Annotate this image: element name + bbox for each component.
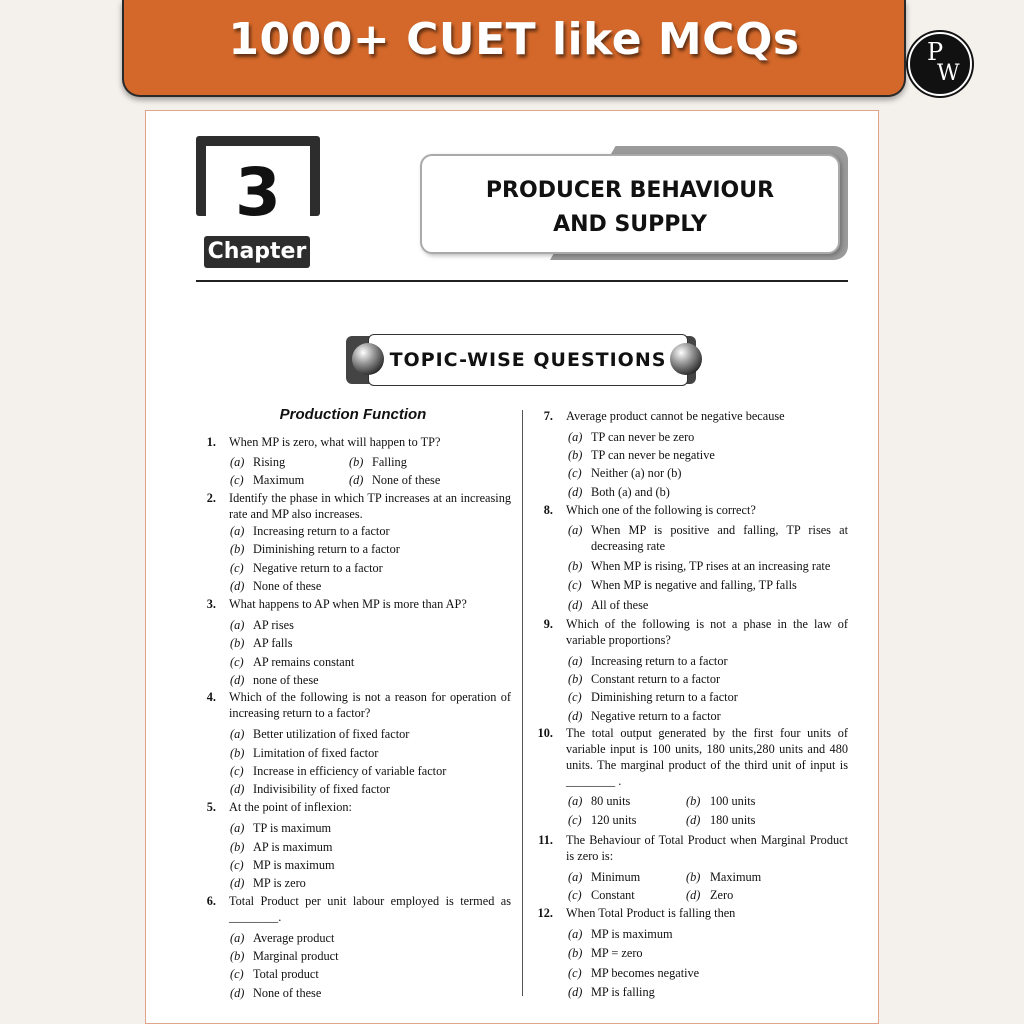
option-label: (a) <box>568 870 583 884</box>
question-number: 1. <box>206 435 216 449</box>
question-text: The Behaviour of Total Product when Marginal Product is zero is: <box>566 833 848 863</box>
question-text: The total output generated by the first four units of variable input is 100 units, 180 units,280 units and 480 units. The marginal product of the third unit of input is ________ . <box>566 726 848 788</box>
option-text: Limitation of fixed factor <box>253 746 379 760</box>
question-text: At the point of inflexion: <box>229 800 352 814</box>
right-ball-icon <box>670 343 702 375</box>
option-text: Maximum <box>253 473 305 487</box>
option-text: AP remains constant <box>253 655 355 669</box>
option-label: (d) <box>230 986 245 1000</box>
question-text: When MP is zero, what will happen to TP? <box>229 435 441 449</box>
option-text: Increase in efficiency of variable factor <box>253 764 447 778</box>
option-label: (c) <box>568 690 582 704</box>
option-label: (c) <box>568 813 582 827</box>
question-text: Which of the following is not a phase in the law of variable proportions? <box>566 617 848 647</box>
option-label: (c) <box>230 858 244 872</box>
option-text: Diminishing return to a factor <box>253 542 400 556</box>
option-text: Constant return to a factor <box>591 672 721 686</box>
option-label: (b) <box>230 949 245 963</box>
option-label: (d) <box>568 598 583 612</box>
option-text: MP is maximum <box>591 927 673 941</box>
pw-logo <box>908 32 972 96</box>
chapter-badge <box>196 136 320 268</box>
option-label: (a) <box>230 821 245 835</box>
option-text: None of these <box>253 986 322 1000</box>
option-label: (b) <box>686 870 701 884</box>
question-number: 6. <box>206 894 216 908</box>
question-number: 2. <box>206 491 216 505</box>
logo-letter-p: P <box>927 38 944 66</box>
logo-letter-w: W <box>937 61 960 86</box>
option-text: Diminishing return to a factor <box>591 690 738 704</box>
option-text: Falling <box>372 455 407 469</box>
option-text: Better utilization of fixed factor <box>253 727 410 741</box>
option-label: (d) <box>230 673 245 687</box>
option-label: (c) <box>568 966 582 980</box>
chapter-number: 3 <box>235 154 281 231</box>
option-label: (b) <box>568 448 583 462</box>
option-text: MP is maximum <box>253 858 335 872</box>
option-label: (d) <box>349 473 364 487</box>
question-text: Which one of the following is correct? <box>566 503 756 517</box>
option-label: (b) <box>230 636 245 650</box>
option-label: (c) <box>230 561 244 575</box>
option-text: Increasing return to a factor <box>253 524 390 538</box>
option-text: Increasing return to a factor <box>591 654 728 668</box>
option-label: (c) <box>230 473 244 487</box>
option-label: (c) <box>568 466 582 480</box>
option-text: MP becomes negative <box>591 966 700 980</box>
option-text: 100 units <box>710 794 756 808</box>
option-text: Average product <box>253 931 335 945</box>
option-text: Zero <box>710 888 734 902</box>
chapter-title-line1: PRODUCER BEHAVIOUR <box>485 178 775 203</box>
question-text: Total Product per unit labour employed is termed as ________. <box>229 894 511 924</box>
question-text: Identify the phase in which TP increases at an increasing rate and MP also increases. <box>229 491 511 521</box>
column-divider <box>522 410 523 996</box>
option-text: When MP is rising, TP rises at an increasing rate <box>591 559 831 573</box>
option-label: (a) <box>568 927 583 941</box>
option-label: (a) <box>230 618 245 632</box>
banner-title: 1000+ CUET like MCQs <box>228 14 800 65</box>
option-text: Rising <box>253 455 286 469</box>
option-label: (c) <box>568 578 582 592</box>
option-label: (d) <box>686 888 701 902</box>
option-text: 80 units <box>591 794 631 808</box>
option-text: Both (a) and (b) <box>591 485 670 499</box>
option-label: (a) <box>568 523 583 537</box>
option-label: (d) <box>568 985 583 999</box>
option-text: AP falls <box>253 636 293 650</box>
chapter-title-line2: AND SUPPLY <box>553 212 707 237</box>
option-text: MP is falling <box>591 985 655 999</box>
option-text: none of these <box>253 673 319 687</box>
option-label: (c) <box>230 655 244 669</box>
header-banner <box>122 0 906 97</box>
option-label: (b) <box>230 840 245 854</box>
topic-heading-box <box>368 334 688 386</box>
option-label: (b) <box>349 455 364 469</box>
option-label: (b) <box>230 746 245 760</box>
option-text: TP is maximum <box>253 821 332 835</box>
section-heading: Production Function <box>279 406 427 423</box>
option-label: (a) <box>568 794 583 808</box>
option-label: (c) <box>230 967 244 981</box>
option-label: (b) <box>568 946 583 960</box>
option-label: (b) <box>686 794 701 808</box>
option-label: (d) <box>230 579 245 593</box>
option-text: Negative return to a factor <box>253 561 383 575</box>
question-number: 9. <box>543 617 553 631</box>
option-text: Constant <box>591 888 635 902</box>
option-text: None of these <box>372 473 441 487</box>
question-number: 12. <box>537 906 553 920</box>
question-text: Which of the following is not a reason for operation of increasing return to a factor? <box>229 690 511 720</box>
option-label: (d) <box>230 876 245 890</box>
option-label: (b) <box>568 559 583 573</box>
option-text: TP can never be zero <box>591 430 695 444</box>
option-label: (b) <box>568 672 583 686</box>
option-text: MP is zero <box>253 876 306 890</box>
option-label: (a) <box>230 524 245 538</box>
question-number: 7. <box>543 409 553 423</box>
question-text: What happens to AP when MP is more than AP? <box>229 597 467 611</box>
question-text: When Total Product is falling then <box>566 906 736 920</box>
option-label: (b) <box>230 542 245 556</box>
option-text: Neither (a) nor (b) <box>591 466 682 480</box>
option-text: When MP is positive and falling, TP rises at decreasing rate <box>591 523 848 553</box>
option-text: MP = zero <box>591 946 643 960</box>
question-number: 8. <box>543 503 553 517</box>
question-number: 4. <box>206 690 216 704</box>
chapter-label: Chapter <box>204 236 310 268</box>
left-ball-icon <box>352 343 384 375</box>
option-text: Maximum <box>710 870 762 884</box>
option-text: 180 units <box>710 813 756 827</box>
option-text: None of these <box>253 579 322 593</box>
option-text: AP rises <box>253 618 294 632</box>
option-label: (d) <box>568 485 583 499</box>
option-label: (d) <box>568 709 583 723</box>
option-label: (a) <box>230 455 245 469</box>
option-text: 120 units <box>591 813 637 827</box>
option-label: (c) <box>230 764 244 778</box>
chapter-title-box <box>420 154 840 254</box>
option-label: (d) <box>686 813 701 827</box>
question-number: 3. <box>206 597 216 611</box>
option-label: (a) <box>230 727 245 741</box>
option-label: (d) <box>230 782 245 796</box>
option-text: All of these <box>591 598 649 612</box>
question-number: 11. <box>538 833 553 847</box>
option-text: Minimum <box>591 870 641 884</box>
question-number: 5. <box>206 800 216 814</box>
option-text: Marginal product <box>253 949 339 963</box>
option-text: TP can never be negative <box>591 448 715 462</box>
option-text: Indivisibility of fixed factor <box>253 782 390 796</box>
header-rule <box>196 280 848 282</box>
option-label: (a) <box>568 654 583 668</box>
option-text: AP is maximum <box>253 840 333 854</box>
question-number: 10. <box>537 726 553 740</box>
option-text: Negative return to a factor <box>591 709 721 723</box>
option-text: Total product <box>253 967 319 981</box>
question-text: Average product cannot be negative because <box>566 409 785 423</box>
topic-heading: TOPIC-WISE QUESTIONS <box>389 349 667 371</box>
option-label: (a) <box>230 931 245 945</box>
option-label: (c) <box>568 888 582 902</box>
option-label: (a) <box>568 430 583 444</box>
option-text: When MP is negative and falling, TP falls <box>591 578 797 592</box>
